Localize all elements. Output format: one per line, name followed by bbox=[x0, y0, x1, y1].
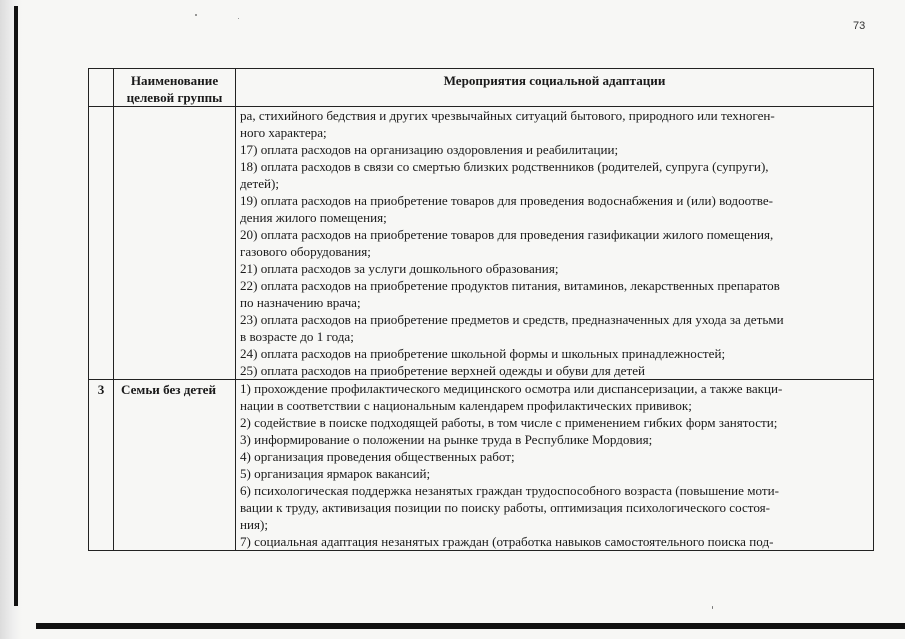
target-group-name: Семьи без детей bbox=[114, 380, 236, 551]
header-target-group: Наименование целевой группы bbox=[114, 69, 236, 107]
table-row bbox=[89, 107, 874, 380]
measure-line: 7) социальная адаптация незанятых граждан (отработка навыков самостоятельного поиска под- bbox=[240, 534, 774, 549]
measure-line: дения жилого помещения; bbox=[240, 210, 387, 225]
measure-line: 1) прохождение профилактического медицинского осмотра или диспансеризации, а также вакци- bbox=[240, 381, 783, 396]
scan-edge-shadow bbox=[0, 0, 22, 639]
table-header-row bbox=[89, 69, 874, 107]
measure-line: 18) оплата расходов в связи со смертью близких родственников (родителей, супруга (супруги), bbox=[240, 159, 769, 174]
scan-edge-bottom-bar bbox=[36, 623, 905, 629]
row-number: 3 bbox=[89, 380, 114, 551]
measure-line: 2) содействие в поиске подходящей работы, в том числе с применением гибких форм занятости; bbox=[240, 415, 778, 430]
measure-line: 21) оплата расходов за услуги дошкольного образования; bbox=[240, 261, 559, 276]
page-number: 73 bbox=[853, 20, 866, 32]
target-group-name bbox=[114, 107, 236, 380]
measure-line: в возрасте до 1 года; bbox=[240, 329, 354, 344]
measure-line: 19) оплата расходов на приобретение товаров для проведения водоснабжения и (или) водоотве- bbox=[240, 193, 774, 208]
measure-line: 22) оплата расходов на приобретение продуктов питания, витаминов, лекарственных препаратов bbox=[240, 278, 780, 293]
measure-line: по назначению врача; bbox=[240, 295, 361, 310]
measure-line: вации к труду, активизация позиции по поиску работы, оптимизация психологического состоя- bbox=[240, 500, 771, 515]
measure-line: 17) оплата расходов на организацию оздоровления и реабилитации; bbox=[240, 142, 619, 157]
measure-line: ния); bbox=[240, 517, 269, 532]
measure-line: ра, стихийного бедствия и других чрезвычайных ситуаций бытового, природного или техноген- bbox=[240, 108, 775, 123]
adaptation-measures-table bbox=[88, 68, 874, 551]
measure-line: 3) информирование о положении на рынке труда в Республике Мордовия; bbox=[240, 432, 653, 447]
header-adaptation-measures: Мероприятия социальной адаптации bbox=[236, 69, 874, 107]
measure-line: 25) оплата расходов на приобретение верхней одежды и обуви для детей bbox=[240, 363, 646, 378]
scan-edge-left-bar bbox=[14, 6, 18, 606]
scan-speck bbox=[238, 18, 239, 19]
row-number bbox=[89, 107, 114, 380]
measure-line: 23) оплата расходов на приобретение предметов и средств, предназначенных для ухода за детьми bbox=[240, 312, 784, 327]
measure-line: нации в соответствии с национальным календарем профилактических прививок; bbox=[240, 398, 692, 413]
table-row bbox=[89, 380, 874, 551]
measure-line: 4) организация проведения общественных работ; bbox=[240, 449, 515, 464]
measure-line: 5) организация ярмарок вакансий; bbox=[240, 466, 431, 481]
measure-line: 24) оплата расходов на приобретение школьной формы и школьных принадлежностей; bbox=[240, 346, 726, 361]
scan-speck bbox=[712, 606, 713, 609]
measures-list bbox=[236, 380, 874, 551]
header-number bbox=[89, 69, 114, 107]
measure-line: 20) оплата расходов на приобретение товаров для проведения газификации жилого помещения, bbox=[240, 227, 774, 242]
measure-line: газового оборудования; bbox=[240, 244, 371, 259]
measure-line: ного характера; bbox=[240, 125, 327, 140]
measures-list bbox=[236, 107, 874, 380]
measure-line: детей); bbox=[240, 176, 280, 191]
measure-line: 6) психологическая поддержка незанятых граждан трудоспособного возраста (повышение моти- bbox=[240, 483, 779, 498]
scan-speck bbox=[195, 14, 197, 16]
